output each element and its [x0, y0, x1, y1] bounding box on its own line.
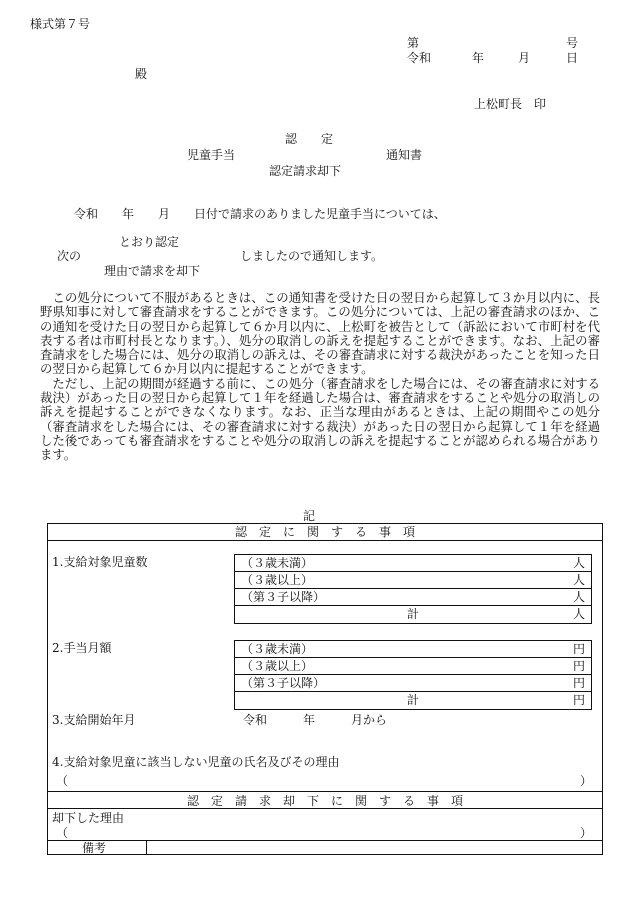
section2-header-divider	[47, 808, 603, 809]
section1-header-divider	[47, 540, 603, 541]
issuer: 上松町長 印	[474, 97, 547, 111]
recipient-suffix: 殿	[135, 67, 148, 81]
total-label: 計	[406, 693, 419, 707]
issue-date-month: 月	[518, 51, 531, 65]
row-label: （３歳未満）	[241, 642, 314, 656]
start-month-value: 令和 年 月から	[243, 713, 388, 727]
row-unit: 円	[572, 659, 585, 673]
allowance-row	[235, 675, 591, 692]
child-count-row	[235, 572, 591, 589]
child-count-row	[235, 555, 591, 572]
form-number: 様式第７号	[30, 17, 91, 31]
section2-header: 認 定 請 求 却 下 に 関 す る 事 項	[186, 794, 463, 808]
allowance-row	[235, 658, 591, 675]
monthly-allowance-table	[234, 640, 592, 710]
body-line-1: 令和 年 月 日付で請求のありました児童手当については、	[74, 207, 446, 221]
child-count-table	[234, 554, 592, 624]
appeal-notice	[40, 291, 600, 463]
child-count-label: 1.支給対象児童数	[52, 555, 148, 569]
ineligible-children-label: 4.支給対象児童に該当しない児童の氏名及びその理由	[52, 755, 340, 769]
section1-header: 認 定 に 関 す る 事 項	[234, 525, 415, 539]
remarks-label: 備考	[82, 841, 107, 855]
issue-date-era: 令和	[407, 51, 432, 65]
row-unit: 円	[572, 642, 585, 656]
row-unit: 円	[572, 676, 585, 690]
body-line-2-prefix: 次の	[57, 249, 82, 263]
row-unit: 円	[572, 693, 585, 707]
issue-date-day: 日	[566, 51, 579, 65]
title-option-approve: 認 定	[285, 132, 334, 146]
section2-top-divider	[47, 791, 603, 792]
row-label: （第３子以降）	[241, 590, 326, 604]
allowance-total-row	[235, 692, 591, 709]
row-label: （３歳以上）	[241, 659, 314, 673]
monthly-allowance-label: 2.手当月額	[52, 641, 112, 655]
row-label: （３歳以上）	[241, 573, 314, 587]
body-option-approve: とおり認定	[119, 235, 180, 249]
total-label: 計	[406, 607, 419, 621]
remarks-column-divider	[146, 840, 147, 855]
body-option-reject: 理由で請求を却下	[104, 264, 201, 278]
child-count-row	[235, 589, 591, 606]
issue-number-prefix: 第	[407, 36, 420, 50]
row-unit: 人	[572, 573, 585, 587]
ki-label: 記	[303, 509, 316, 523]
row-unit: 人	[572, 590, 585, 604]
appeal-notice-paragraph-1: この処分について不服があるときは、この通知書を受けた日の翌日から起算して３か月以内に、長野県知事に対して審査請求をすることができます。この処分については、上記の審査請求のほか、この通知を受けた日の翌日から起算して６か月以内に、上松町を被告として（訴訟において市町村を代表する者は市町村長となります。）、処分の取消しの訴えを提起することができます。なお、上記の審査請求をした場合には、処分の取消しの訴えは、その審査請求に対する裁決があったことを知った日の翌日から起算して６か月以内に提起することができます。	[40, 290, 600, 377]
appeal-notice-paragraph-2: ただし、上記の期間が経過する前に、この処分（審査請求をした場合には、その審査請求に対する裁決）があった日の翌日から起算して１年を経過した場合は、審査請求をすることや処分の取消しの訴えを提起することができなくなります。なお、正当な理由があるときは、上記の期間やこの処分（審査請求をした場合には、その審査請求に対する裁決）があった日の翌日から起算して１年を経過した後であっても審査請求をすることや処分の取消しの訴えを提起することが認められる場合があります。	[40, 375, 600, 463]
title-subject: 児童手当	[187, 148, 236, 162]
row-label: （第３子以降）	[241, 676, 326, 690]
child-count-total-row	[235, 606, 591, 623]
title-option-reject: 認定請求却下	[269, 164, 342, 178]
body-line-2-suffix: しましたので通知します。	[240, 249, 384, 263]
remarks-divider	[47, 840, 603, 841]
ineligible-close-paren: ）	[580, 774, 593, 788]
row-unit: 人	[572, 556, 585, 570]
rejection-close-paren: ）	[580, 826, 593, 840]
issue-date-year: 年	[472, 51, 485, 65]
issue-number-suffix: 号	[566, 36, 579, 50]
rejection-open-paren: （	[56, 826, 69, 840]
start-month-label: 3.支給開始年月	[52, 713, 136, 727]
title-suffix: 通知書	[386, 148, 423, 162]
allowance-row	[235, 641, 591, 658]
ineligible-open-paren: （	[56, 774, 69, 788]
row-label: （３歳未満）	[241, 556, 314, 570]
row-unit: 人	[572, 607, 585, 621]
rejection-reason-label: 却下した理由	[52, 811, 125, 825]
